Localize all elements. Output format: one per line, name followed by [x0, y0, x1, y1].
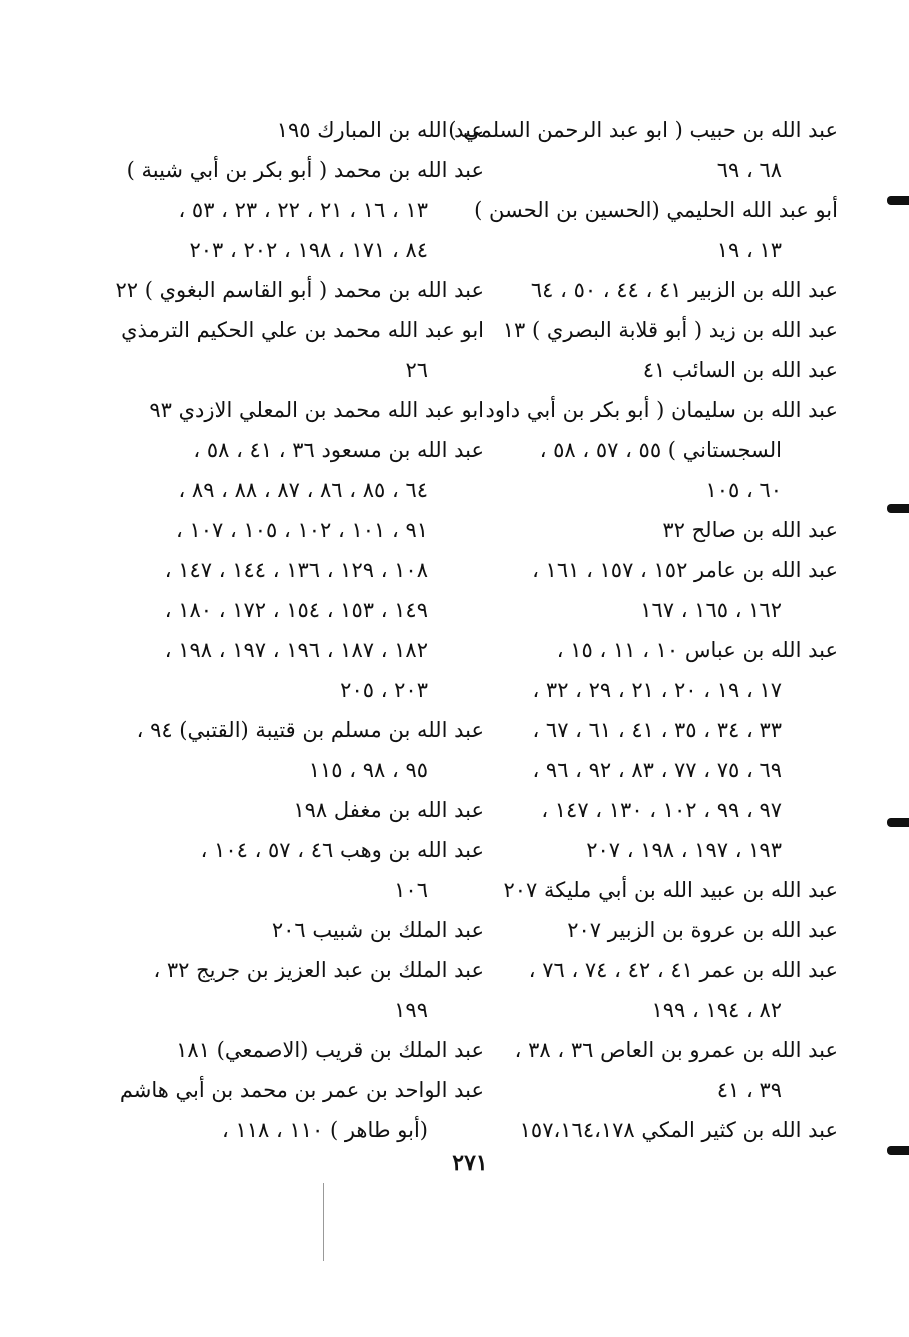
- index-entry-line: عبد الله بن عامر ١٥٢ ، ١٥٧ ، ١٦١ ،: [532, 558, 838, 582]
- index-entry-line: ٦٠ ، ١٠٥: [705, 478, 782, 502]
- index-entry-line: عبد الملك بن شبيب ٢٠٦: [271, 918, 484, 942]
- index-entry-line: ١٦٢ ، ١٦٥ ، ١٦٧: [640, 598, 782, 622]
- index-entry-line: ٦٩ ، ٧٥ ، ٧٧ ، ٨٣ ، ٩٢ ، ٩٦ ،: [532, 758, 782, 782]
- index-entry-line: عبد الملك بن قريب (الاصمعي) ١٨١: [176, 1038, 484, 1062]
- index-entry-line: ٨٤ ، ١٧١ ، ١٩٨ ، ٢٠٢ ، ٢٠٣: [189, 238, 428, 262]
- index-entry-line: عبد الله بن عباس ١٠ ، ١١ ، ١٥ ،: [556, 638, 838, 662]
- index-entry-line: ١٩٣ ، ١٩٧ ، ١٩٨ ، ٢٠٧: [586, 838, 782, 862]
- index-entry-line: عبد الله بن الزبير ٤١ ، ٤٤ ، ٥٠ ، ٦٤: [530, 278, 838, 302]
- index-entry-line: عبد الله بن صالح ٣٢: [662, 518, 838, 542]
- edge-mark: [887, 504, 909, 513]
- index-entry-line: عبد الله بن مسلم بن قتيبة (القتبي) ٩٤ ،: [136, 718, 484, 742]
- index-entry-line: عبد الملك بن عبد العزيز بن جريج ٣٢ ،: [153, 958, 484, 982]
- index-entry-line: ١٣ ، ١٦ ، ٢١ ، ٢٢ ، ٢٣ ، ٥٣ ،: [178, 198, 428, 222]
- index-entry-line: ١٩٩: [394, 998, 428, 1022]
- edge-mark: [887, 196, 909, 205]
- index-entry-line: ابو عبد الله محمد بن المعلي الازدي ٩٣: [149, 398, 484, 422]
- index-entry-line: ٨٢ ، ١٩٤ ، ١٩٩: [651, 998, 782, 1022]
- edge-mark: [887, 1146, 909, 1155]
- index-entry-line: ٩٧ ، ٩٩ ، ١٠٢ ، ١٣٠ ، ١٤٧ ،: [541, 798, 782, 822]
- index-entry-line: ١٨٢ ، ١٨٧ ، ١٩٦ ، ١٩٧ ، ١٩٨ ،: [164, 638, 428, 662]
- index-entry-line: ١٠٦: [394, 878, 428, 902]
- index-entry-line: ٣٩ ، ٤١: [716, 1078, 782, 1102]
- index-entry-line: عبد الله بن عمرو بن العاص ٣٦ ، ٣٨ ،: [514, 1038, 838, 1062]
- index-entry-line: ٢٠٣ ، ٢٠٥: [340, 678, 428, 702]
- index-entry-line: عبد الله بن مغفل ١٩٨: [293, 798, 484, 822]
- edge-mark: [887, 818, 909, 827]
- index-entry-line: ٦٤ ، ٨٥ ، ٨٦ ، ٨٧ ، ٨٨ ، ٨٩ ،: [178, 478, 428, 502]
- index-entry-line: عبد الله بن السائب ٤١: [642, 358, 838, 382]
- index-entry-line: عبد الله بن مسعود ٣٦ ، ٤١ ، ٥٨ ،: [193, 438, 484, 462]
- index-entry-line: (أبو طاهر ) ١١٠ ، ١١٨ ،: [222, 1118, 428, 1142]
- index-column-right: [448, 110, 838, 1150]
- index-entry-line: عبد الله بن عروة بن الزبير ٢٠٧: [567, 918, 838, 942]
- index-entry-line: عبد الله بن سليمان ( أبو بكر بن أبي داود: [485, 398, 838, 422]
- index-entry-line: السجستاني ) ٥٥ ، ٥٧ ، ٥٨ ،: [539, 438, 782, 462]
- page-number: ٢٧١: [452, 1150, 488, 1176]
- index-entry-line: ٣٣ ، ٣٤ ، ٣٥ ، ٤١ ، ٦١ ، ٦٧ ،: [532, 718, 782, 742]
- index-entry-line: ابو عبد الله محمد بن علي الحكيم الترمذي: [121, 318, 484, 342]
- index-column-left: [115, 110, 484, 1150]
- index-entry-line: عبد الله بن محمد ( أبو بكر بن أبي شيبة ): [126, 158, 484, 182]
- index-entry-line: ١٧ ، ١٩ ، ٢٠ ، ٢١ ، ٢٩ ، ٣٢ ،: [532, 678, 782, 702]
- index-entry-line: ٢٦: [405, 358, 428, 382]
- index-entry-line: عبد الله بن المبارك ١٩٥: [276, 118, 484, 142]
- index-entry-line: ١٠٨ ، ١٢٩ ، ١٣٦ ، ١٤٤ ، ١٤٧ ،: [164, 558, 428, 582]
- index-entry-line: ١٣ ، ١٩: [716, 238, 782, 262]
- index-entry-line: أبو عبد الله الحليمي (الحسين بن الحسن ): [474, 198, 838, 222]
- index-entry-line: عبد الله بن محمد ( أبو القاسم البغوي ) ٢٢: [115, 278, 484, 302]
- index-entry-line: عبد الله بن زيد ( أبو قلابة البصري ) ١٣: [502, 318, 838, 342]
- index-entry-line: عبد الله بن كثير المكي ١٥٧،١٦٤،١٧٨: [519, 1118, 838, 1142]
- index-entry-line: ٩١ ، ١٠١ ، ١٠٢ ، ١٠٥ ، ١٠٧ ،: [176, 518, 428, 542]
- index-entry-line: عبد الواحد بن عمر بن محمد بن أبي هاشم: [119, 1078, 484, 1102]
- index-entry-line: ٩٥ ، ٩٨ ، ١١٥: [308, 758, 428, 782]
- index-entry-line: عبد الله بن عمر ٤١ ، ٤٢ ، ٧٤ ، ٧٦ ،: [528, 958, 838, 982]
- index-entry-line: ١٤٩ ، ١٥٣ ، ١٥٤ ، ١٧٢ ، ١٨٠ ،: [164, 598, 428, 622]
- index-entry-line: عبد الله بن حبيب ( ابو عبد الرحمن السلمي ): [448, 118, 838, 142]
- index-entry-line: ٦٨ ، ٦٩: [716, 158, 782, 182]
- index-entry-line: عبد الله بن وهب ٤٦ ، ٥٧ ، ١٠٤ ،: [200, 838, 484, 862]
- scan-line: [323, 1183, 324, 1261]
- index-entry-line: عبد الله بن عبيد الله بن أبي مليكة ٢٠٧: [503, 878, 838, 902]
